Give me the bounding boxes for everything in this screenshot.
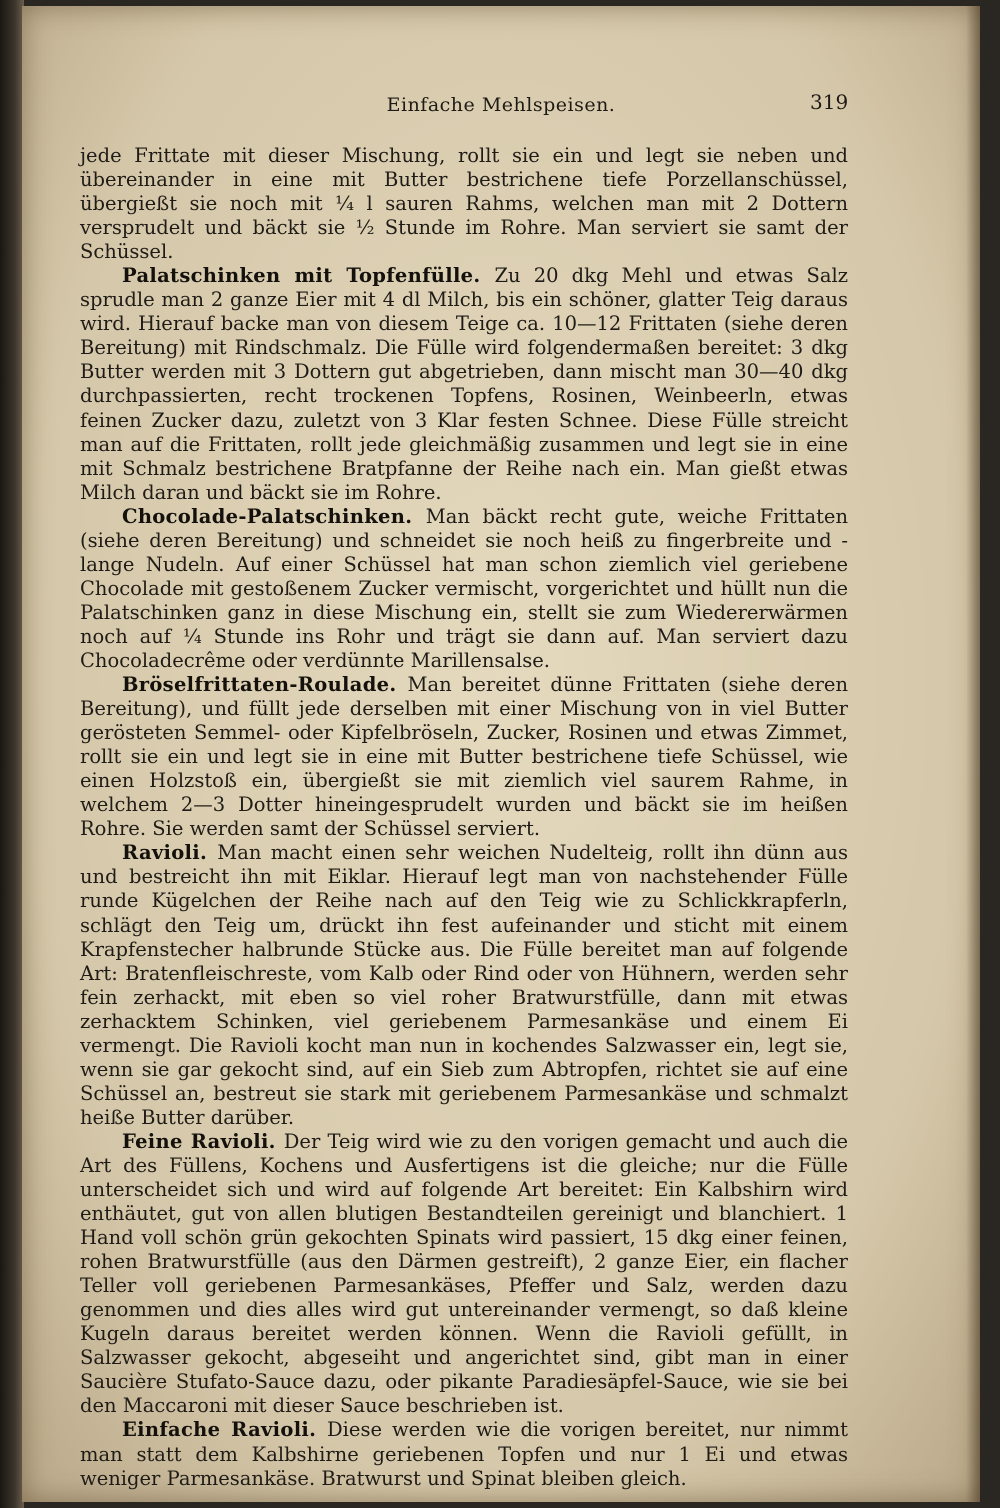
recipe-chocolade-palatschinken [80,505,848,673]
recipe-text: Zu 20 dkg Mehl und etwas Salz sprudle man 2 ganze Eier mit 4 dl Milch, bis ein schöner, glatter Teig daraus wird. Hierauf backe man von diesem Teige ca. 10—12 Frittaten (siehe deren Bereitung) mit Rindschmalz. Die Fülle wird folgendermaßen bereitet: 3 dkg Butter werden mit 3 Dottern gut abgetrieben, dann mischt man 30—40 dkg durchpassierten, recht trockenen Topfens, Rosinen, Weinbeerln, etwas feinen Zucker dazu, zuletzt von 3 Klar festen Schnee. Diese Fülle streicht man auf die Frittaten, rollt jede gleichmäßig zusammen und legt sie in eine mit Schmalz bestrichene Bratpfanne der Reihe nach ein. Man gießt etwas Milch daran und bäckt sie im Rohre. [80,264,848,504]
recipe-text: Man bäckt recht gute, weiche Frittaten (siehe deren Bereitung) und schneidet sie noch heiß zu fingerbreite und -lange Nudeln. Auf einer Schüssel hat man schon ziemlich viel geriebene Chocolade mit gestoßenem Zucker vermischt, vorgerichtet und hüllt nun die Palatschinken ganz in diese Mischung ein, stellt sie zum Wiedererwärmen noch auf ¼ Stunde ins Rohr und trägt sie dann auf. Man serviert dazu Chocoladecrême oder verdünnte Marillensalse. [80,504,849,672]
book-spine [0,0,24,1508]
recipe-title: Ravioli. [122,841,218,865]
recipe-text: Der Teig wird wie zu den vorigen gemacht und auch die Art des Füllens, Kochens und Ausfertigens ist die gleiche; nur die Fülle unterscheidet sich und wird auf folgende Art bereitet: Ein Kalbshirn wird enthäutet, gut von allen blutigen Bestandteilen gereinigt und blanchiert. 1 Hand voll schön grün gekochten Spinats wird passiert, 15 dkg einer feinen, rohen Bratwurstfülle (aus den Därmen gestreift), 2 ganze Eier, ein flacher Teller voll geriebenen Parmesankäses, Pfeffer und Salz, werden dazu genommen und dies alles wird gut untereinander vermengt, so daß kleine Kugeln daraus bereitet werden können. Wenn die Ravioli gefüllt, in Salzwasser gekocht, abgeseiht und angerichtet sind, gibt man in einer Saucière Stufato-Sauce dazu, oder pikante Paradiesäpfel-Sauce, wie sie bei den Maccaroni mit dieser Sauce beschrieben ist. [80,1129,848,1418]
recipe-einfache-ravioli [80,1418,848,1490]
running-head: Einfache Mehlspeisen. [386,94,616,116]
recipe-title: Bröselfrittaten-Roulade. [122,673,408,697]
recipe-title: Palatschinken mit Topfenfülle. [122,264,495,288]
book-page [22,6,980,1502]
recipe-palatschinken-topfenfuelle [80,264,848,504]
page-number: 319 [810,90,849,114]
body-text [80,144,848,1491]
recipe-broeselfrittaten-roulade [80,673,848,841]
recipe-title: Chocolade-Palatschinken. [122,504,426,528]
recipe-text: Diese werden wie die vorigen bereitet, nur nimmt man statt dem Kalbshirne geriebenen Topfen und nur 1 Ei und etwas weniger Parmesankäse. Bratwurst und Spinat bleiben gleich. [80,1418,848,1490]
recipe-title: Einfache Ravioli. [122,1418,328,1442]
recipe-text: Man bereitet dünne Frittaten (siehe deren Bereitung), und füllt jede derselben mit einer Mischung von in viel Butter gerösteten Semmel- oder Kipfelbröseln, Zucker, Rosinen und etwas Zimmet, rollt sie ein und legt sie in eine mit Butter bestrichene tiefe Schüssel, wie einen Holzstoß ein, übergießt sie mit ziemlich viel saurem Rahme, in welchem 2—3 Dotter hineingesprudelt wurden und bäckt sie im heißen Rohre. Sie werden samt der Schüssel serviert. [80,673,849,841]
intro-paragraph: jede Frittate mit dieser Mischung, rollt sie ein und legt sie neben und übereinander in eine mit Butter bestrichene tiefe Porzellanschüssel, übergießt sie noch mit ¼ l sauren Rahms, welchen man mit 2 Dottern versprudelt und bäckt sie ½ Stunde im Rohre. Man serviert sie samt der Schüssel. [80,144,848,264]
recipe-ravioli [80,841,848,1130]
recipe-feine-ravioli [80,1130,848,1419]
page-edge-shadow [966,6,980,1502]
recipe-text: Man macht einen sehr weichen Nudelteig, rollt ihn dünn aus und bestreicht ihn mit Eiklar. Hierauf legt man von nachstehender Fülle runde Kügelchen der Reihe nach auf den Teig wie zu Schlickkrapferln, schlägt den Teig um, drückt ihn fest aufeinander und sticht mit einem Krapfenstecher halbrunde Stücke aus. Die Fülle bereitet man auf folgende Art: Bratenfleischreste, vom Kalb oder Rind oder von Hühnern, werden sehr fein zerhackt, mit eben so viel roher Bratwurstfülle, dann mit etwas zerhacktem Schinken, viel geriebenem Parmesankäse und einem Ei vermengt. Die Ravioli kocht man nun in kochendes Salzwasser ein, legt sie, wenn sie gar gekocht sind, auf ein Sieb zum Abtropfen, richtet sie auf eine Schüssel an, bestreut sie stark mit geriebenem Parmesankäse und schmalzt heiße Butter darüber. [80,841,848,1129]
recipe-title: Feine Ravioli. [122,1129,284,1153]
